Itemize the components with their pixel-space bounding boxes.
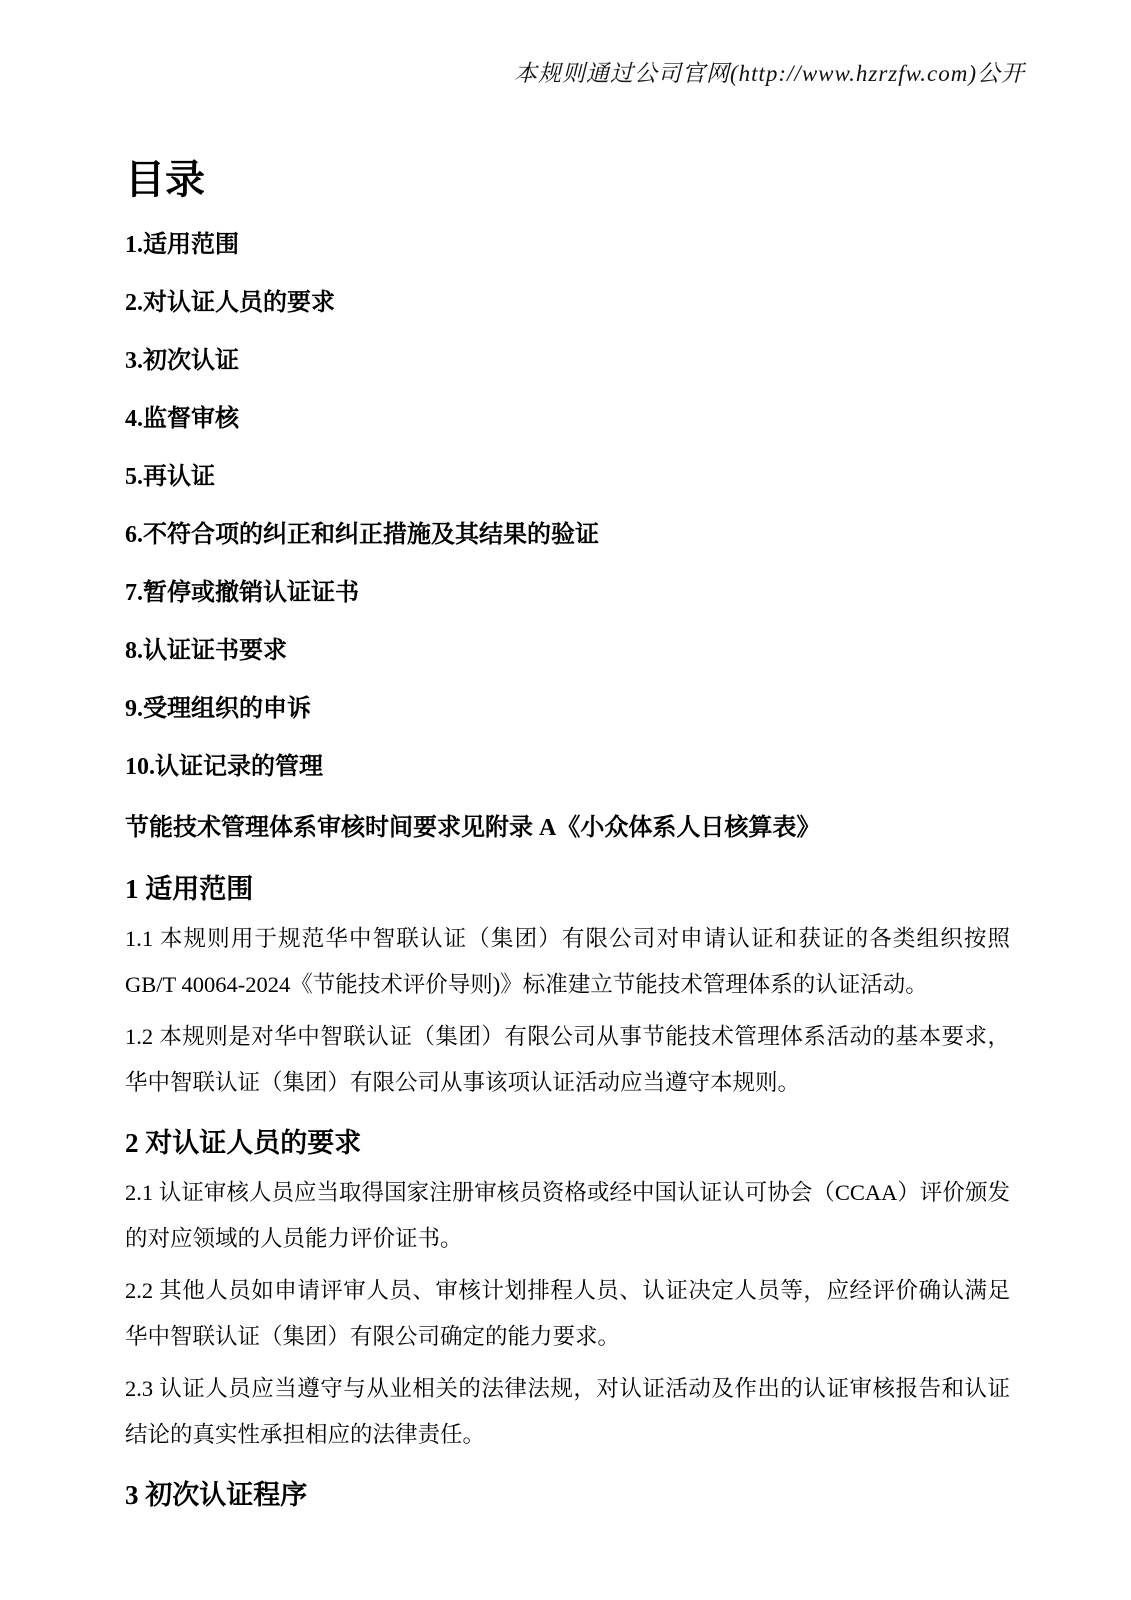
toc-item-6: 6.不符合项的纠正和纠正措施及其结果的验证 xyxy=(125,522,599,548)
section-3-heading: 3 初次认证程序 xyxy=(125,1480,308,1510)
toc-item-10: 10.认证记录的管理 xyxy=(125,754,323,780)
header-notice: 本规则通过公司官网(http://www.hzrzfw.com)公开 xyxy=(513,61,1025,86)
toc-list xyxy=(125,216,1010,796)
section-1-paragraph-1: 1.1 本规则用于规范华中智联认证（集团）有限公司对申请认证和获证的各类组织按照 GB/T 40064-2024《节能技术评价导则)》标准建立节能技术管理体系的认证活动。 xyxy=(125,926,1010,997)
section-2-paragraph-1: 2.1 认证审核人员应当取得国家注册审核员资格或经中国认证认可协会（CCAA）评价颁发的对应领域的人员能力评价证书。 xyxy=(125,1180,1010,1251)
section-2-paragraph-2: 2.2 其他人员如申请评审人员、审核计划排程人员、认证决定人员等，应经评价确认满足华中智联认证（集团）有限公司确定的能力要求。 xyxy=(125,1278,1010,1349)
section-1-paragraph-2: 1.2 本规则是对华中智联认证（集团）有限公司从事节能技术管理体系活动的基本要求，华中智联认证（集团）有限公司从事该项认证活动应当遵守本规则。 xyxy=(125,1024,1010,1095)
section-2-heading: 2 对认证人员的要求 xyxy=(125,1128,362,1158)
appendix-note: 节能技术管理体系审核时间要求见附录 A《小众体系人日核算表》 xyxy=(125,815,821,841)
section-2-paragraph-3: 2.3 认证人员应当遵守与从业相关的法律法规，对认证活动及作出的认证审核报告和认证结论的真实性承担相应的法律责任。 xyxy=(125,1376,1010,1447)
toc-item-4: 4.监督审核 xyxy=(125,406,239,432)
document-content xyxy=(0,156,1131,1516)
toc-item-8: 8.认证证书要求 xyxy=(125,638,287,664)
toc-item-9: 9.受理组织的申诉 xyxy=(125,696,311,722)
toc-title: 目录 xyxy=(125,157,205,202)
toc-item-5: 5.再认证 xyxy=(125,464,215,490)
toc-item-3: 3.初次认证 xyxy=(125,348,239,374)
toc-item-7: 7.暂停或撤销认证证书 xyxy=(125,580,359,606)
toc-item-1: 1.适用范围 xyxy=(125,232,239,258)
toc-item-2: 2.对认证人员的要求 xyxy=(125,290,335,316)
section-1-heading: 1 适用范围 xyxy=(125,874,254,904)
